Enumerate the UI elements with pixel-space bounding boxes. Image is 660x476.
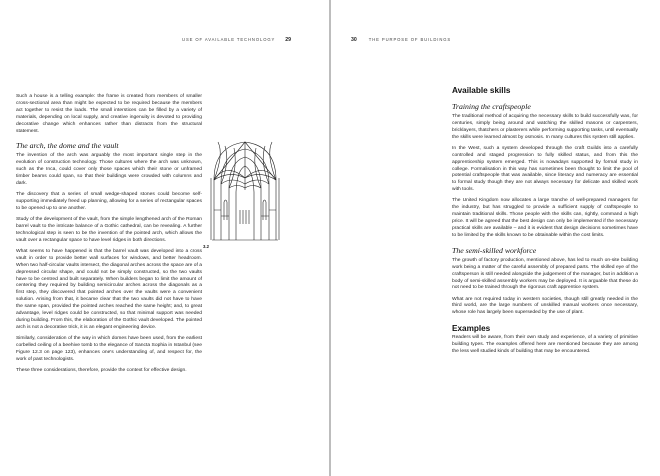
body-paragraph: The growth of factory production, mentioned above, has led to much on-site building work being a matter of the careful assembly of prepared parts. The skilled eye of the craftsperson is still needed alongside the judgement of the manager, but in addition a body of semi-skilled assembly workers may be deployed. It is arguable that these do not need to be trained through the rigorous craft apprentice system. bbox=[452, 257, 638, 291]
left-running-head bbox=[182, 37, 291, 43]
right-running-head bbox=[351, 37, 451, 43]
right-page-number: 30 bbox=[351, 37, 357, 43]
left-text-column bbox=[16, 94, 202, 379]
body-paragraph: In the West, such a system developed through the craft Guilds into a carefully controlled and staged progression to fully skilled status, and from this the apprenticeship system emerged. This is nowadays supported by formal study in college. Formalisation in this way has sometimes been thought to limit the pool of potential craftspeople that was available, since literacy and numeracy are essential to formal study though they are not always necessary for delicate and skilled work with tools. bbox=[452, 145, 638, 193]
body-paragraph: Similarly, consideration of the way in which domes have been used, from the earliest corbelled ceiling of a beehive tomb to the elegance of Sancta Sophia in Istanbul (see Figure 12.3 on page 123), enhances one's understanding of, and respect for, the work of past technologists. bbox=[16, 335, 202, 362]
body-paragraph: Readers will be aware, from their own study and experience, of a variety of primitive building types. The examples offered here are mentioned because they are among the less well studied kinds of building that may be encountered. bbox=[452, 335, 638, 355]
intro-paragraph: Such a house is a telling example: the frame is created from members of smaller cross-sectional area than might be expected to be required because the members act together to resist the loads. The small interstices can be filled by a variety of materials, depending on local supply, and creative ingenuity is devoted to providing decorative change which enhances rather than distracts from the structural statement. bbox=[16, 94, 202, 134]
body-paragraph: The United Kingdom now allocates a large tranche of well-prepared managers for the industry, but has struggled to provide a sufficient supply of craftspeople to maintain traditional skills. Those people with the skills can, rightly, command a high price. It will be agreed that the best design can only be implemented if the necessary practical skills are available – and it is evident that design decisions sometimes have to be limited by the skills known to be obtainable within the cost limits. bbox=[452, 198, 638, 238]
gothic-vault-illustration bbox=[210, 140, 280, 245]
examples-heading: Examples bbox=[452, 324, 491, 334]
body-paragraph: The discovery that a series of small wedge-shaped stones could become self-supporting immediately freed up planning, allowing for a series of rectangular spaces to be opened up to one another. bbox=[16, 192, 202, 211]
body-paragraph: The invention of the arch was arguably the most important single step in the evolution of construction technology. Those cultures where the arch was unknown, such as the Inca, could cover only those spaces which their stone or unframed timber beams could span, so that their buildings were crowded with columns and dark. bbox=[16, 153, 202, 187]
left-page-number: 29 bbox=[285, 37, 291, 43]
body-paragraph: What are not required today in western societies, though still greatly needed in the third world, are the large numbers of unskilled manual workers once necessary, whose role has largely been superseded by the use of plant. bbox=[452, 296, 638, 316]
semi-skilled-subheading: The semi-skilled workforce bbox=[452, 245, 537, 255]
left-running-head-text: USE OF AVAILABLE TECHNOLOGY bbox=[182, 37, 276, 42]
right-page bbox=[331, 0, 660, 476]
available-skills-heading: Available skills bbox=[452, 86, 511, 95]
training-subheading: Training the craftspeople bbox=[452, 102, 531, 111]
right-text-column bbox=[452, 86, 638, 360]
arch-section-heading: The arch, the dome and the vault bbox=[16, 141, 119, 151]
body-paragraph: The traditional method of acquiring the necessary skills to build successfully was, for centuries, simply being around and watching the skilled masons or carpenters, bricklayers, thatchers or plasterers while performing supporting tasks, until eventually the skills were learned almost by osmosis. In many cultures this system still applies. bbox=[452, 114, 638, 140]
right-running-head-text: THE PURPOSE OF BUILDINGS bbox=[368, 37, 452, 42]
body-paragraph: Study of the development of the vault, from the simple lengthened arch of the Roman barrel vault to the intricate balance of a Gothic cathedral, can be revealing. A further technological step is seen to be the invention of the pointed arch, which allows the vault over a rectangular space to have level ridges in both directions. bbox=[16, 217, 202, 243]
body-paragraph: What seems to have happened is that the barrel vault was developed into a cross vault in order to provide better wall surfaces for windows, and better headroom. When two half-circular vaults intersect, the diagonal arches across the space are of a depressed circular shape, and could not be simply constructed, so the two vaults have to be centred and built separately. When builders began to limit the amount of centering they required by building semicircular arches across the diagonals as a first step, they discovered that pointed arches over the vaults were a convenient solution. Arising from that, it became clear that the two vaults did not have to have the same span, provided the pointed arches reached the same height; and, to great advantage, level ridges could be constructed, so that minimal support was needed during building. From this, the elaboration of the Gothic vault developed. The pointed arch is not a decorative trick, it is an elegant engineering device. bbox=[16, 248, 202, 330]
left-page bbox=[0, 0, 329, 476]
figure-number: 3.2 bbox=[203, 244, 209, 249]
body-paragraph: These three considerations, therefore, provide the context for effective design. bbox=[16, 367, 187, 373]
